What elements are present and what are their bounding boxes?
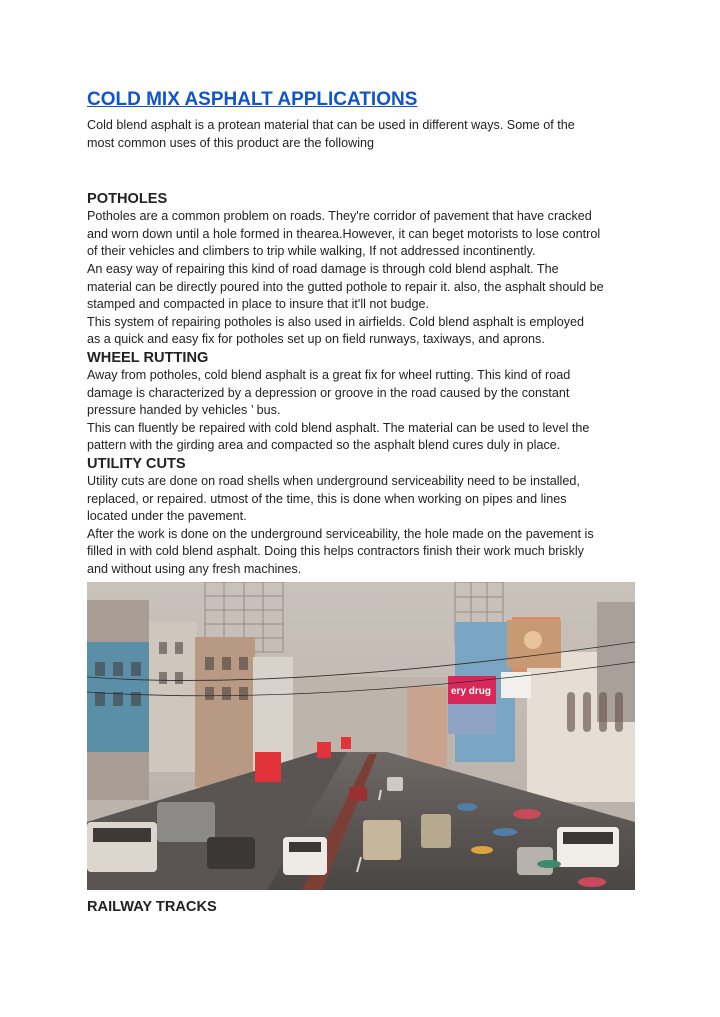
text-line: material can be directly poured into the gutted pothole to repair it. also, the asphalt should be bbox=[87, 279, 604, 294]
section-heading-utility-cuts: UTILITY CUTS bbox=[87, 455, 186, 472]
text-line: Potholes are a common problem on roads. They're corridor of pavement that have cracked bbox=[87, 209, 592, 224]
text-line: An easy way of repairing this kind of road damage is through cold blend asphalt. The bbox=[87, 261, 559, 276]
text-line: Utility cuts are done on road shells when underground serviceability need to be installed, bbox=[87, 473, 580, 488]
text-line: damage is characterized by a depression or groove in the road caused by the constant bbox=[87, 385, 570, 400]
section-heading-railway-tracks: RAILWAY TRACKS bbox=[87, 899, 217, 916]
intro-paragraph bbox=[87, 117, 635, 152]
text-line: Away from potholes, cold blend asphalt is a great fix for wheel rutting. This kind of road bbox=[87, 367, 571, 382]
text-line: and worn down until a hole formed in thearea.However, it can beget motorists to lose control bbox=[87, 226, 601, 241]
text-line: replaced, or repaired. utmost of the time, this is done when working on pipes and lines bbox=[87, 491, 567, 506]
text-line: After the work is done on the underground serviceability, the hole made on the pavement is bbox=[87, 526, 594, 541]
billboard-text: ery drug bbox=[451, 686, 492, 698]
document-page bbox=[87, 88, 635, 916]
text-line: Cold blend asphalt is a protean material that can be used in different ways. Some of the bbox=[87, 118, 575, 132]
section-heading-wheel-rutting: WHEEL RUTTING bbox=[87, 349, 209, 366]
section-body-utility-cuts bbox=[87, 473, 635, 579]
text-line: pressure handed by vehicles ’ bus. bbox=[87, 403, 281, 418]
page-title[interactable]: COLD MIX ASPHALT APPLICATIONS bbox=[87, 89, 418, 110]
section-body-wheel-rutting bbox=[87, 367, 635, 455]
section-heading-potholes: POTHOLES bbox=[87, 191, 168, 208]
section-body-potholes bbox=[87, 208, 635, 349]
text-line: of their vehicles and climbers to trip while walking, If not addressed incontinently. bbox=[87, 244, 536, 259]
street-photo bbox=[87, 582, 635, 890]
text-line: This system of repairing potholes is also used in airfields. Cold blend asphalt is employed bbox=[87, 314, 585, 329]
text-line: most common uses of this product are the following bbox=[87, 135, 374, 150]
text-line: pattern with the girding area and compacted so the asphalt blend cures duly in place. bbox=[87, 438, 561, 453]
text-line: as a quick and easy fix for potholes set up on field runways, taxiways, and aprons. bbox=[87, 332, 545, 347]
text-line: This can fluently be repaired with cold blend asphalt. The material can be used to level the bbox=[87, 420, 590, 435]
text-line: and without using any fresh machines. bbox=[87, 561, 302, 576]
text-line: located under the pavement. bbox=[87, 509, 247, 524]
text-line: filled in with cold blend asphalt. Doing this helps contractors finish their work much briskly bbox=[87, 544, 584, 559]
text-line: stamped and compacted in place to insure that it'll not budge. bbox=[87, 297, 429, 312]
